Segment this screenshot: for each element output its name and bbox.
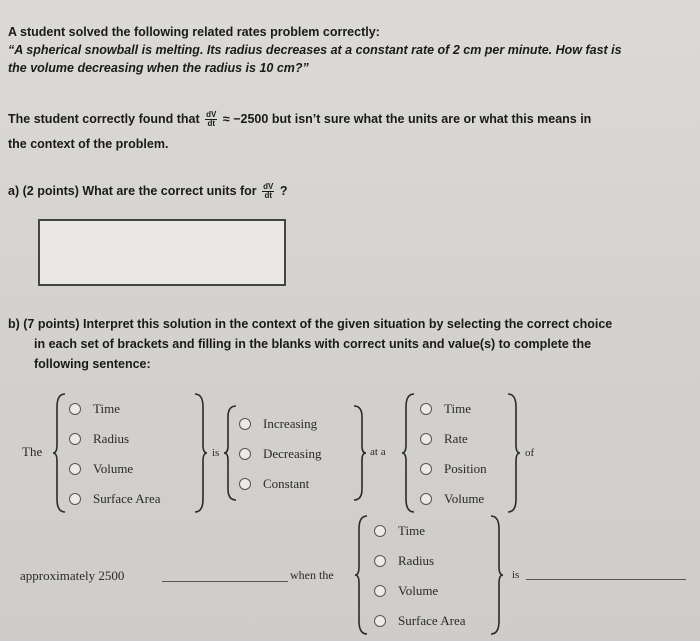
units-blank-field[interactable]	[162, 581, 288, 582]
radio-button[interactable]	[420, 403, 432, 415]
intro-line: A student solved the following related rates problem correctly:	[8, 25, 380, 39]
group4-left-brace	[356, 515, 368, 635]
radio-button[interactable]	[69, 493, 81, 505]
sentence-of: of	[525, 447, 535, 459]
option-label: Surface Area	[93, 491, 161, 506]
part-b-line3: following sentence:	[34, 357, 151, 371]
found-line	[8, 111, 591, 128]
fraction-numerator: dV	[263, 182, 274, 192]
group3-right-brace	[507, 393, 519, 513]
group4-right-brace	[490, 515, 502, 635]
option-label: Decreasing	[263, 446, 322, 461]
radio-button[interactable]	[420, 463, 432, 475]
fraction-numerator: dV	[206, 110, 217, 120]
part-b-line1: b) (7 points) Interpret this solution in the context of the given situation by selecting the correct choice	[8, 317, 613, 331]
radio-button[interactable]	[239, 478, 251, 490]
sentence-is: is	[212, 447, 220, 459]
group3-option-position[interactable]	[420, 461, 487, 477]
dv-dt-fraction	[262, 183, 274, 200]
radio-button[interactable]	[420, 493, 432, 505]
part-a-question-mark: ?	[279, 184, 288, 198]
option-label: Volume	[444, 491, 485, 506]
group4-option-time[interactable]	[374, 523, 425, 539]
radio-button[interactable]	[239, 418, 251, 430]
group1-option-surface-area[interactable]	[69, 491, 161, 507]
group2-right-brace	[353, 405, 365, 501]
sentence-approximately: approximately 2500	[20, 568, 125, 583]
group2-option-constant[interactable]	[239, 476, 309, 492]
option-label: Time	[398, 523, 425, 538]
group2-option-increasing[interactable]	[239, 416, 317, 432]
part-a-question	[8, 183, 288, 200]
group3-option-volume[interactable]	[420, 491, 484, 507]
group2-option-decreasing[interactable]	[239, 446, 321, 462]
option-label: Constant	[263, 476, 310, 491]
group3-option-rate[interactable]	[420, 431, 468, 447]
value-blank-field[interactable]	[526, 579, 686, 580]
group2-left-brace	[225, 405, 237, 501]
radio-button[interactable]	[374, 615, 386, 627]
group1-option-radius[interactable]	[69, 431, 129, 447]
option-label: Time	[444, 401, 471, 416]
part-b-line2: in each set of brackets and filling in the blanks with correct units and value(s) to complete the	[34, 337, 592, 351]
option-label: Volume	[93, 461, 134, 476]
option-label: Radius	[398, 553, 435, 568]
group1-option-volume[interactable]	[69, 461, 133, 477]
sentence-is-final: is	[512, 569, 520, 581]
option-label: Volume	[398, 583, 439, 598]
group4-option-volume[interactable]	[374, 583, 438, 599]
option-label: Time	[93, 401, 120, 416]
radio-button[interactable]	[374, 525, 386, 537]
found-value: ≈ −2500	[222, 112, 269, 126]
sentence-when-the: when the	[290, 568, 334, 582]
radio-button[interactable]	[69, 433, 81, 445]
option-label: Increasing	[263, 416, 318, 431]
problem-statement-line1: “A spherical snowball is melting. Its radius decreases at a constant rate of 2 cm per minute. How fast is	[8, 43, 622, 57]
group1-left-brace	[54, 393, 66, 513]
radio-button[interactable]	[69, 463, 81, 475]
group4-option-radius[interactable]	[374, 553, 434, 569]
found-line2: the context of the problem.	[8, 137, 169, 151]
option-label: Position	[444, 461, 487, 476]
group3-option-time[interactable]	[420, 401, 471, 417]
radio-button[interactable]	[374, 555, 386, 567]
sentence-the: The	[22, 444, 43, 459]
dv-dt-fraction	[205, 111, 217, 128]
option-label: Rate	[444, 431, 468, 446]
radio-button[interactable]	[374, 585, 386, 597]
group4-option-surface-area[interactable]	[374, 613, 466, 629]
part-a-text: (2 points) What are the correct units for	[22, 184, 257, 198]
units-answer-box[interactable]	[38, 219, 286, 286]
group1-right-brace	[194, 393, 206, 513]
found-suffix: but isn’t sure what the units are or what this means in	[271, 112, 592, 126]
group1-option-time[interactable]	[69, 401, 120, 417]
option-label: Radius	[93, 431, 130, 446]
sentence-at-a: at a	[370, 446, 386, 458]
option-label: Surface Area	[398, 613, 466, 628]
found-prefix: The student correctly found that	[8, 112, 200, 126]
part-a-label: a)	[8, 184, 20, 198]
fraction-denominator: dt	[207, 119, 216, 129]
problem-statement-line2: the volume decreasing when the radius is 10 cm?”	[8, 61, 309, 75]
radio-button[interactable]	[420, 433, 432, 445]
fraction-denominator: dt	[264, 191, 273, 201]
radio-button[interactable]	[239, 448, 251, 460]
group3-left-brace	[403, 393, 415, 513]
radio-button[interactable]	[69, 403, 81, 415]
